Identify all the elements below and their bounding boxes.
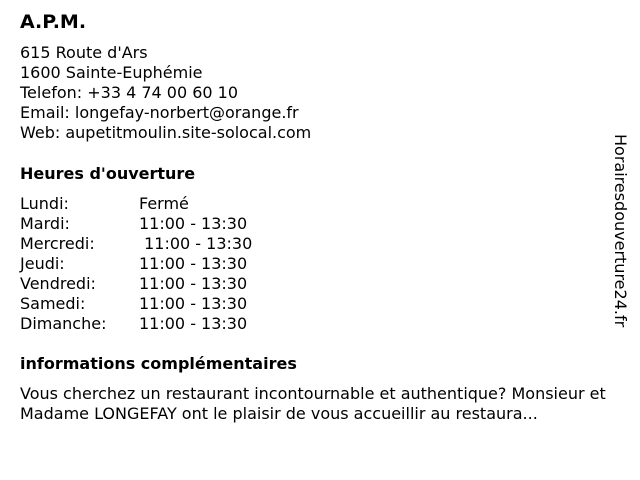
additional-info-heading: informations complémentaires <box>20 354 297 373</box>
day-label: Dimanche: <box>20 314 107 333</box>
hours-value: 11:00 - 13:30 <box>139 234 253 253</box>
street-address: 615 Route d'Ars <box>20 43 148 62</box>
hours-value: 11:00 - 13:30 <box>139 214 248 233</box>
hours-value: 11:00 - 13:30 <box>139 274 248 293</box>
day-label: Lundi: <box>20 194 69 213</box>
hours-value: 11:00 - 13:30 <box>139 254 248 273</box>
business-name: A.P.M. <box>20 11 87 33</box>
contact-block <box>20 43 311 143</box>
site-watermark: Horairesdouverture24.fr <box>611 134 630 328</box>
city-address: 1600 Sainte-Euphémie <box>20 63 203 82</box>
hours-value: Fermé <box>139 194 189 213</box>
email-address: Email: longefay-norbert@orange.fr <box>20 103 299 122</box>
additional-info-text: Vous cherchez un restaurant incontournable et authentique? Monsieur et Madame LONGEFAY ont le plaisir de vous accueillir au restaura... <box>20 384 606 423</box>
day-label: Mardi: <box>20 214 70 233</box>
day-label: Vendredi: <box>20 274 96 293</box>
hours-value: 11:00 - 13:30 <box>139 294 248 313</box>
phone-number: Telefon: +33 4 74 00 60 10 <box>20 83 239 102</box>
website: Web: aupetitmoulin.site-solocal.com <box>20 123 312 142</box>
opening-hours-heading: Heures d'ouverture <box>20 164 196 183</box>
hours-value: 11:00 - 13:30 <box>139 314 248 333</box>
day-label: Jeudi: <box>20 254 65 273</box>
day-label: Mercredi: <box>20 234 95 253</box>
day-label: Samedi: <box>20 294 86 313</box>
